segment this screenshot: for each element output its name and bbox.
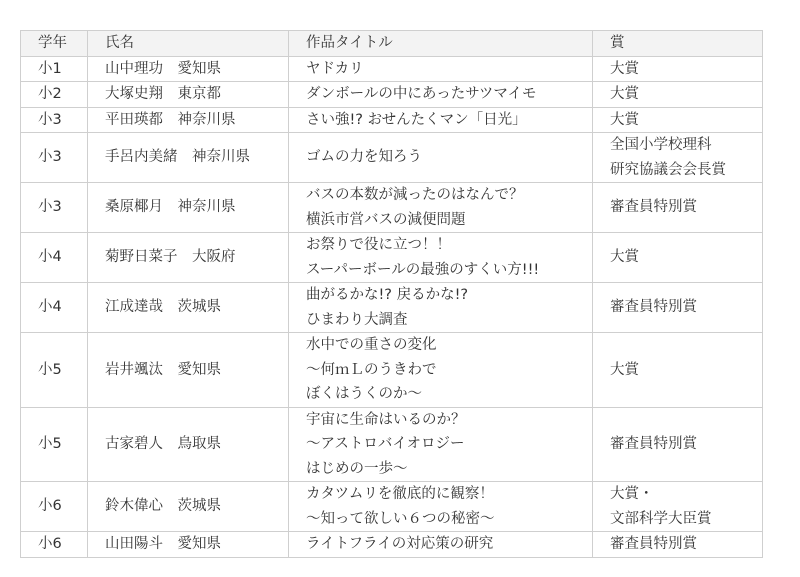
cell-award-line: 大賞 [610, 249, 639, 266]
table-row [21, 333, 763, 408]
cell-title [289, 532, 593, 558]
table-row [21, 82, 763, 108]
cell-award [593, 107, 763, 133]
cell-title-line: 〜何ｍＬのうきわで [306, 361, 437, 378]
cell-award [593, 82, 763, 108]
cell-title [289, 333, 593, 408]
cell-name: 鈴木偉心 茨城県 [88, 482, 289, 532]
cell-title [289, 82, 593, 108]
cell-grade: 小4 [21, 233, 88, 283]
header-grade: 学年 [21, 31, 88, 57]
cell-award-line: 文部科学大臣賞 [610, 510, 712, 527]
cell-award-line: 大賞 [610, 86, 639, 102]
cell-title-line: ぼくはうくのか〜 [306, 386, 422, 402]
cell-name: 手呂内美緒 神奈川県 [88, 133, 289, 183]
table-row [21, 233, 763, 283]
cell-title-line: 曲がるかな!? 戻るかな!? [306, 287, 469, 303]
cell-award [593, 56, 763, 82]
cell-award [593, 333, 763, 408]
cell-grade: 小1 [21, 56, 88, 82]
cell-grade: 小5 [21, 333, 88, 408]
cell-title-line: さい強!? おせんたくマン「日光」 [306, 111, 527, 128]
cell-title [289, 107, 593, 133]
cell-title [289, 183, 593, 233]
table-row [21, 532, 763, 558]
cell-title [289, 233, 593, 283]
cell-title-line: カタツムリを徹底的に観察！ [306, 486, 494, 502]
cell-grade: 小3 [21, 133, 88, 183]
cell-award-line: 審査員特別賞 [610, 536, 697, 552]
cell-grade: 小6 [21, 532, 88, 558]
cell-award-line: 大賞 [610, 361, 639, 378]
cell-award [593, 233, 763, 283]
cell-award [593, 532, 763, 558]
cell-award-line: 審査員特別賞 [610, 436, 697, 452]
cell-title-line: 〜知って欲しい６つの秘密〜 [306, 510, 495, 527]
table-row [21, 107, 763, 133]
cell-title-line: ひまわり大調査 [306, 311, 408, 328]
cell-title-line: はじめの一歩〜 [306, 460, 408, 477]
cell-title [289, 133, 593, 183]
header-name: 氏名 [88, 31, 289, 57]
cell-award-line: 大賞 [610, 111, 639, 128]
cell-grade: 小4 [21, 283, 88, 333]
cell-name: 桑原椰月 神奈川県 [88, 183, 289, 233]
cell-title [289, 482, 593, 532]
cell-award-line: 審査員特別賞 [610, 199, 697, 216]
cell-title-line: 〜アストロバイオロジー [306, 436, 465, 452]
cell-title-line: ライトフライの対応策の研究 [306, 536, 494, 552]
cell-title-line: バスの本数が減ったのはなんで？ [306, 187, 524, 203]
table-row [21, 133, 763, 183]
cell-award [593, 133, 763, 183]
cell-title-line: 宇宙に生命はいるのか？ [306, 411, 466, 428]
cell-grade: 小2 [21, 82, 88, 108]
cell-title [289, 283, 593, 333]
cell-award-line: 審査員特別賞 [610, 299, 697, 316]
cell-name: 古家碧人 鳥取県 [88, 407, 289, 482]
header-award: 賞 [593, 31, 763, 57]
table-row [21, 56, 763, 82]
cell-title-line: お祭りで役に立つ！！ [306, 237, 451, 253]
cell-title-line: ダンボールの中にあったサツマイモ [306, 86, 537, 102]
cell-name: 菊野日菜子 大阪府 [88, 233, 289, 283]
cell-title-line: スーパーボールの最強のすくい方!!! [306, 261, 540, 278]
cell-title-line: ヤドカリ [306, 60, 364, 77]
cell-name: 江成達哉 茨城県 [88, 283, 289, 333]
cell-name: 山中理功 愛知県 [88, 56, 289, 82]
cell-name: 平田瑛都 神奈川県 [88, 107, 289, 133]
cell-award [593, 407, 763, 482]
cell-grade: 小3 [21, 107, 88, 133]
cell-award-line: 全国小学校理科 [610, 137, 712, 153]
cell-name: 山田陽斗 愛知県 [88, 532, 289, 558]
cell-name: 岩井颯汰 愛知県 [88, 333, 289, 408]
table-body [21, 56, 763, 557]
table-row [21, 283, 763, 333]
cell-title-line: 横浜市営バスの減便問題 [306, 211, 466, 228]
cell-award-line: 大賞 [610, 60, 639, 77]
cell-grade: 小3 [21, 183, 88, 233]
cell-grade: 小6 [21, 482, 88, 532]
award-table [20, 30, 763, 558]
table-row [21, 407, 763, 482]
cell-award [593, 283, 763, 333]
table-row [21, 183, 763, 233]
cell-name: 大塚史翔 東京都 [88, 82, 289, 108]
table-row [21, 482, 763, 532]
table-header-row [21, 31, 763, 57]
cell-award-line: 研究協議会会長賞 [610, 161, 726, 178]
cell-title [289, 56, 593, 82]
cell-award-line: 大賞・ [610, 486, 654, 502]
cell-title-line: ゴムの力を知ろう [306, 149, 422, 166]
cell-grade: 小5 [21, 407, 88, 482]
cell-title-line: 水中での重さの変化 [306, 337, 437, 353]
cell-title [289, 407, 593, 482]
cell-award [593, 183, 763, 233]
cell-award [593, 482, 763, 532]
header-title: 作品タイトル [289, 31, 593, 57]
